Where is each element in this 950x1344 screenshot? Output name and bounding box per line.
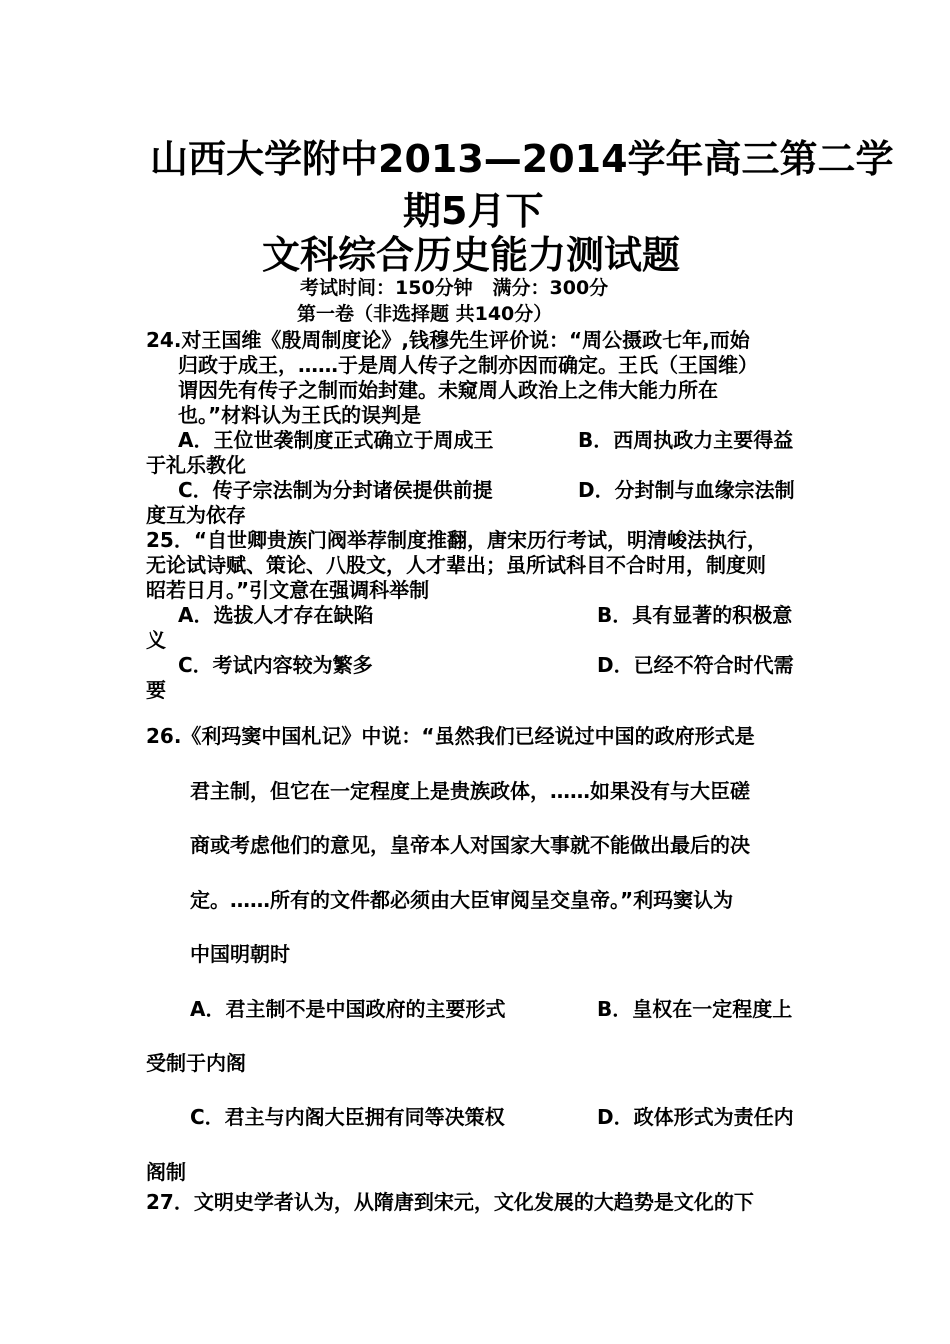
section-heading: 第一卷（非选择题 共140分） bbox=[297, 303, 553, 325]
q25-option-b-wrap: 义 bbox=[146, 628, 166, 652]
q24-option-c: C．传子宗法制为分封诸侯提供前提 bbox=[178, 478, 493, 502]
q24-option-d-wrap: 度互为依存 bbox=[146, 503, 246, 527]
q25-option-a: A．选拔人才存在缺陷 bbox=[178, 603, 374, 627]
q26-option-d: D．政体形式为责任内 bbox=[597, 1105, 794, 1129]
q26-line-1: 26.《利玛窦中国札记》中说：“虽然我们已经说过中国的政府形式是 bbox=[146, 724, 755, 748]
q26-line-2: 君主制，但它在一定程度上是贵族政体，……如果没有与大臣磋 bbox=[190, 779, 750, 803]
q24-line-2: 归政于成王，……于是周人传子之制亦因而确定。王氏（王国维） bbox=[178, 353, 758, 377]
q24-line-3: 谓因先有传子之制而始封建。未窥周人政治上之伟大能力所在 bbox=[178, 378, 718, 402]
q24-line-1: 24.对王国维《殷周制度论》,钱穆先生评价说：“周公摄政七年,而始 bbox=[146, 328, 750, 352]
q24-option-b-wrap: 于礼乐教化 bbox=[146, 453, 246, 477]
q25-option-d: D．已经不符合时代需 bbox=[597, 653, 794, 677]
q26-line-3: 商或考虑他们的意见，皇帝本人对国家大事就不能做出最后的决 bbox=[190, 833, 750, 857]
q25-option-d-wrap: 要 bbox=[146, 678, 166, 702]
q26-option-d-wrap: 阁制 bbox=[146, 1160, 186, 1184]
q26-line-4: 定。……所有的文件都必须由大臣审阅呈交皇帝。”利玛窦认为 bbox=[190, 888, 734, 912]
title-line-3: 文科综合历史能力测试题 bbox=[262, 233, 681, 277]
exam-info: 考试时间：150分钟 满分：300分 bbox=[300, 277, 609, 299]
title-line-1: 山西大学附中2013—2014学年高三第二学 bbox=[150, 137, 894, 181]
q25-option-c: C．考试内容较为繁多 bbox=[178, 653, 373, 677]
q26-line-5: 中国明朝时 bbox=[190, 942, 290, 966]
q26-option-b-wrap: 受制于内阁 bbox=[146, 1051, 246, 1075]
q25-option-b: B．具有显著的积极意 bbox=[597, 603, 793, 627]
q24-option-d: D．分封制与血缘宗法制 bbox=[578, 478, 795, 502]
q27-line-1: 27．文明史学者认为，从隋唐到宋元，文化发展的大趋势是文化的下 bbox=[146, 1190, 754, 1214]
title-line-2: 期5月下 bbox=[403, 189, 544, 233]
q26-option-b: B．皇权在一定程度上 bbox=[597, 997, 793, 1021]
q26-option-c: C．君主与内阁大臣拥有同等决策权 bbox=[190, 1105, 505, 1129]
q24-line-4: 也。”材料认为王氏的误判是 bbox=[178, 403, 422, 427]
q25-line-2: 无论试诗赋、策论、八股文，人才辈出；虽所试科目不合时用，制度则 bbox=[146, 553, 766, 577]
q24-option-b: B．西周执政力主要得益 bbox=[578, 428, 794, 452]
q26-option-a: A．君主制不是中国政府的主要形式 bbox=[190, 997, 506, 1021]
q25-line-1: 25．“自世卿贵族门阀举荐制度推翻，唐宋历行考试，明清峻法执行， bbox=[146, 528, 767, 552]
q25-line-3: 昭若日月。”引文意在强调科举制 bbox=[146, 578, 430, 602]
q24-option-a: A．王位世袭制度正式确立于周成王 bbox=[178, 428, 494, 452]
